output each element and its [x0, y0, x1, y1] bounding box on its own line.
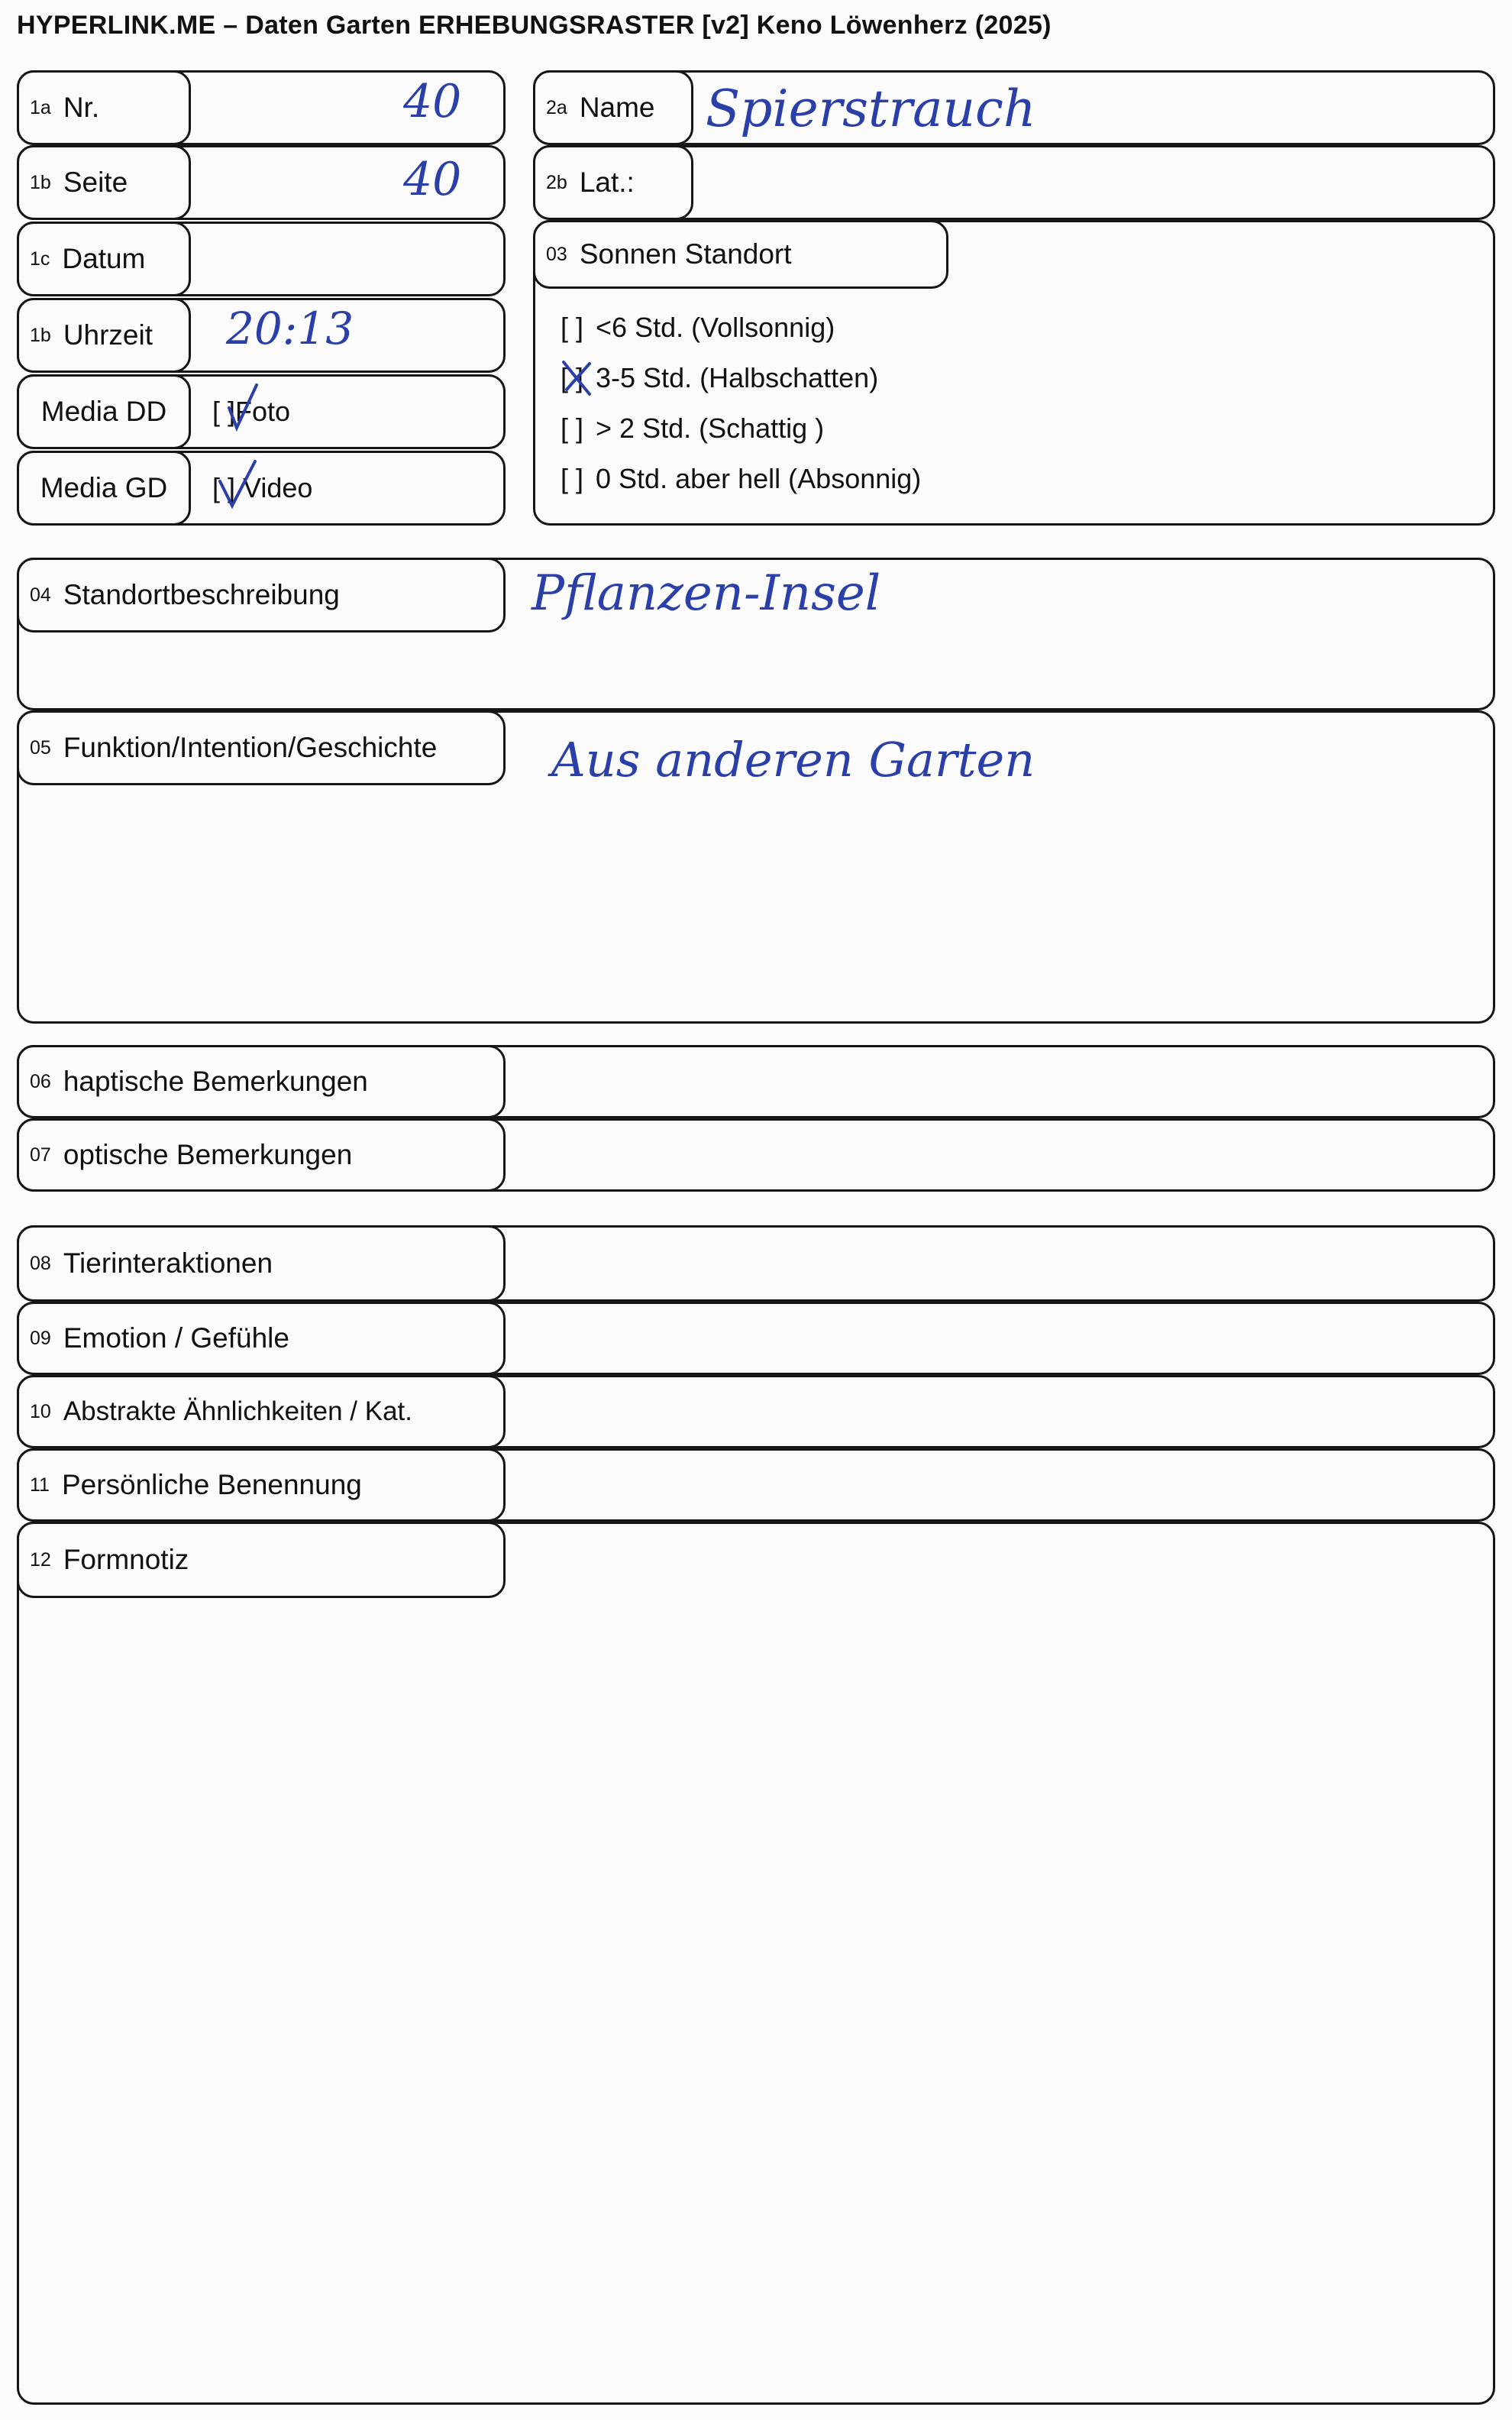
- tier-code: 08: [30, 1252, 51, 1274]
- uhrzeit-label-tab: [17, 298, 191, 373]
- formnotiz-field[interactable]: [17, 1522, 1495, 2405]
- optisch-code: 07: [30, 1144, 51, 1166]
- abstrakt-code: 10: [30, 1400, 51, 1422]
- lat-label: Lat.:: [579, 167, 635, 198]
- media-gd-video-option[interactable]: [ ] Video: [212, 472, 313, 503]
- option-label: 3-5 Std. (Halbschatten): [596, 362, 879, 393]
- standort-label-tab: [17, 558, 506, 632]
- funktion-value: Aus anderen Garten: [551, 732, 1035, 788]
- halbschatten-cross-mark-icon: [559, 359, 597, 397]
- sonnen-option-schattig[interactable]: [561, 412, 824, 445]
- formnotiz-code: 12: [30, 1548, 51, 1571]
- standort-value: Pflanzen-Insel: [531, 565, 881, 622]
- name-label: Name: [579, 92, 655, 123]
- formnotiz-label: Formnotiz: [63, 1544, 189, 1575]
- uhrzeit-code: 1b: [30, 324, 51, 346]
- haptisch-label: haptische Bemerkungen: [63, 1066, 368, 1097]
- funktion-label: Funktion/Intention/Geschichte: [63, 732, 438, 763]
- name-label-tab: [533, 70, 693, 145]
- haptisch-label-tab: [17, 1045, 506, 1118]
- option-checkbox[interactable]: [ ]: [561, 312, 584, 343]
- sonnen-label: Sonnen Standort: [579, 238, 792, 270]
- benennung-label-tab: [17, 1448, 506, 1522]
- benennung-code: 11: [30, 1474, 50, 1496]
- sonnen-option-vollsonnig[interactable]: [561, 312, 835, 344]
- seite-label-tab: [17, 145, 191, 220]
- sonnen-code: 03: [546, 243, 567, 265]
- nr-value: 40: [403, 75, 462, 128]
- datum-label-tab: [17, 222, 191, 296]
- tier-label-tab: [17, 1225, 506, 1302]
- seite-value: 40: [403, 153, 462, 206]
- media-gd-label-tab: [17, 451, 191, 526]
- optisch-label-tab: [17, 1118, 506, 1192]
- sonnen-option-halbschatten[interactable]: [561, 362, 878, 394]
- lat-code: 2b: [546, 171, 567, 193]
- benennung-label: Persönliche Benennung: [61, 1469, 362, 1500]
- media-dd-label-tab: [17, 374, 191, 449]
- option-checkbox[interactable]: [ ]: [561, 362, 584, 393]
- nr-code: 1a: [30, 96, 51, 118]
- datum-label: Datum: [62, 243, 146, 274]
- form-title: HYPERLINK.ME – Daten Garten ERHEBUNGSRASTER [v2] Keno Löwenherz (2025): [17, 11, 1052, 40]
- media-gd-label: Media GD: [40, 472, 168, 503]
- seite-code: 1b: [30, 171, 51, 193]
- media-gd-checkmark-icon: [215, 458, 261, 512]
- option-checkbox[interactable]: [ ]: [561, 463, 584, 494]
- funktion-label-tab: [17, 710, 506, 785]
- uhrzeit-label: Uhrzeit: [63, 319, 153, 351]
- media-dd-label: Media DD: [40, 396, 167, 427]
- nr-label-tab: [17, 70, 191, 145]
- tier-label: Tierinteraktionen: [63, 1247, 273, 1279]
- haptisch-code: 06: [30, 1070, 51, 1092]
- standort-label: Standortbeschreibung: [63, 579, 340, 610]
- option-checkbox[interactable]: [ ]: [561, 412, 584, 444]
- datum-code: 1c: [30, 247, 50, 270]
- abstrakt-label: Abstrakte Ähnlichkeiten / Kat.: [63, 1396, 412, 1426]
- emotion-label-tab: [17, 1302, 506, 1375]
- uhrzeit-value: 20:13: [226, 302, 354, 354]
- nr-label: Nr.: [63, 92, 100, 123]
- funktion-code: 05: [30, 736, 51, 759]
- media-dd-checkmark-icon: [226, 382, 264, 435]
- option-label: 0 Std. aber hell (Absonnig): [596, 463, 922, 494]
- lat-label-tab: [533, 145, 693, 220]
- option-label: > 2 Std. (Schattig ): [596, 412, 825, 444]
- sonnen-option-absonnig[interactable]: [561, 463, 921, 495]
- name-value: Spierstrauch: [706, 79, 1036, 138]
- formnotiz-label-tab: [17, 1522, 506, 1598]
- standort-code: 04: [30, 584, 51, 606]
- option-label: <6 Std. (Vollsonnig): [596, 312, 835, 343]
- sonnen-standort-label-tab: [533, 220, 948, 289]
- seite-label: Seite: [63, 167, 128, 198]
- abstrakt-label-tab: [17, 1375, 506, 1448]
- emotion-label: Emotion / Gefühle: [63, 1322, 289, 1354]
- emotion-code: 09: [30, 1327, 51, 1349]
- media-dd-foto-option[interactable]: [ ]Foto: [212, 396, 291, 427]
- name-code: 2a: [546, 96, 567, 118]
- optisch-label: optische Bemerkungen: [63, 1139, 353, 1170]
